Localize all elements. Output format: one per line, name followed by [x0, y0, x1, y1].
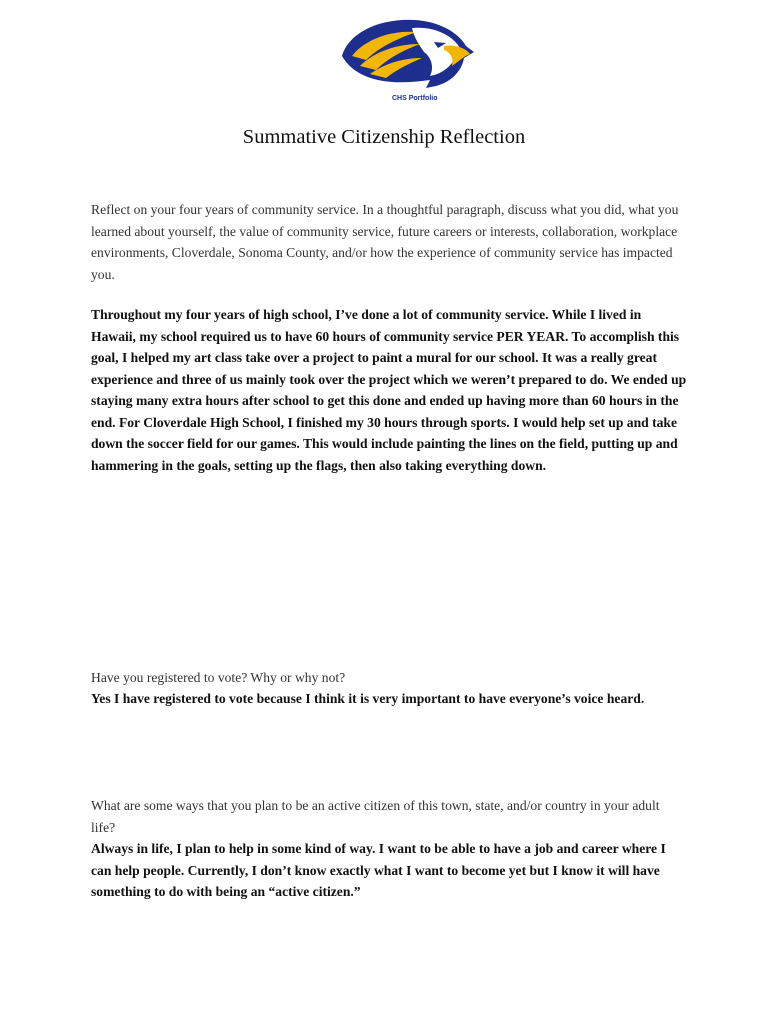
eagle-logo-icon [334, 12, 476, 104]
answer-registered-to-vote: Yes I have registered to vote because I think it is very important to have everyone’s voice heard. [91, 691, 645, 706]
page-title: Summative Citizenship Reflection [242, 126, 526, 148]
answer-active-citizen: Always in life, I plan to help in some kind of way. I want to be able to have a job and career where I can help people. Currently, I don’t know exactly what I want to become yet but I know it will have something to do with being an “active citizen.” [91, 841, 666, 899]
answer-community-service: Throughout my four years of high school, I’ve done a lot of community service. While I lived in Hawaii, my school required us to have 60 hours of community service PER YEAR. To accomplish this goal, I helped my art class take over a project to paint a mural for our school. It was a really great experience and three of us mainly took over the project which we weren’t prepared to do. We ended up staying many extra hours after school to get this done and ended up having more than 60 hours in the end. For Cloverdale High School, I finished my 30 hours through sports. I would help set up and take down the soccer field for our games. This would include painting the lines on the field, putting up and hammering in the goals, setting up the flags, then also taking everything down. [91, 307, 687, 473]
prompt-community-service: Reflect on your four years of community service. In a thoughtful paragraph, discuss what you did, what you learned about yourself, the value of community service, future careers or interests, collaboration, workplace environments, Cloverdale, Sonoma County, and/or how the experience of community service has impacted you. [91, 202, 679, 282]
prompt-registered-to-vote: Have you registered to vote? Why or why not? [91, 670, 346, 685]
prompt-active-citizen: What are some ways that you plan to be an active citizen of this town, state, and/or country in your adult life? [91, 798, 660, 835]
school-logo [334, 12, 476, 104]
svg-text:CHS Portfolio: CHS Portfolio [392, 95, 438, 102]
